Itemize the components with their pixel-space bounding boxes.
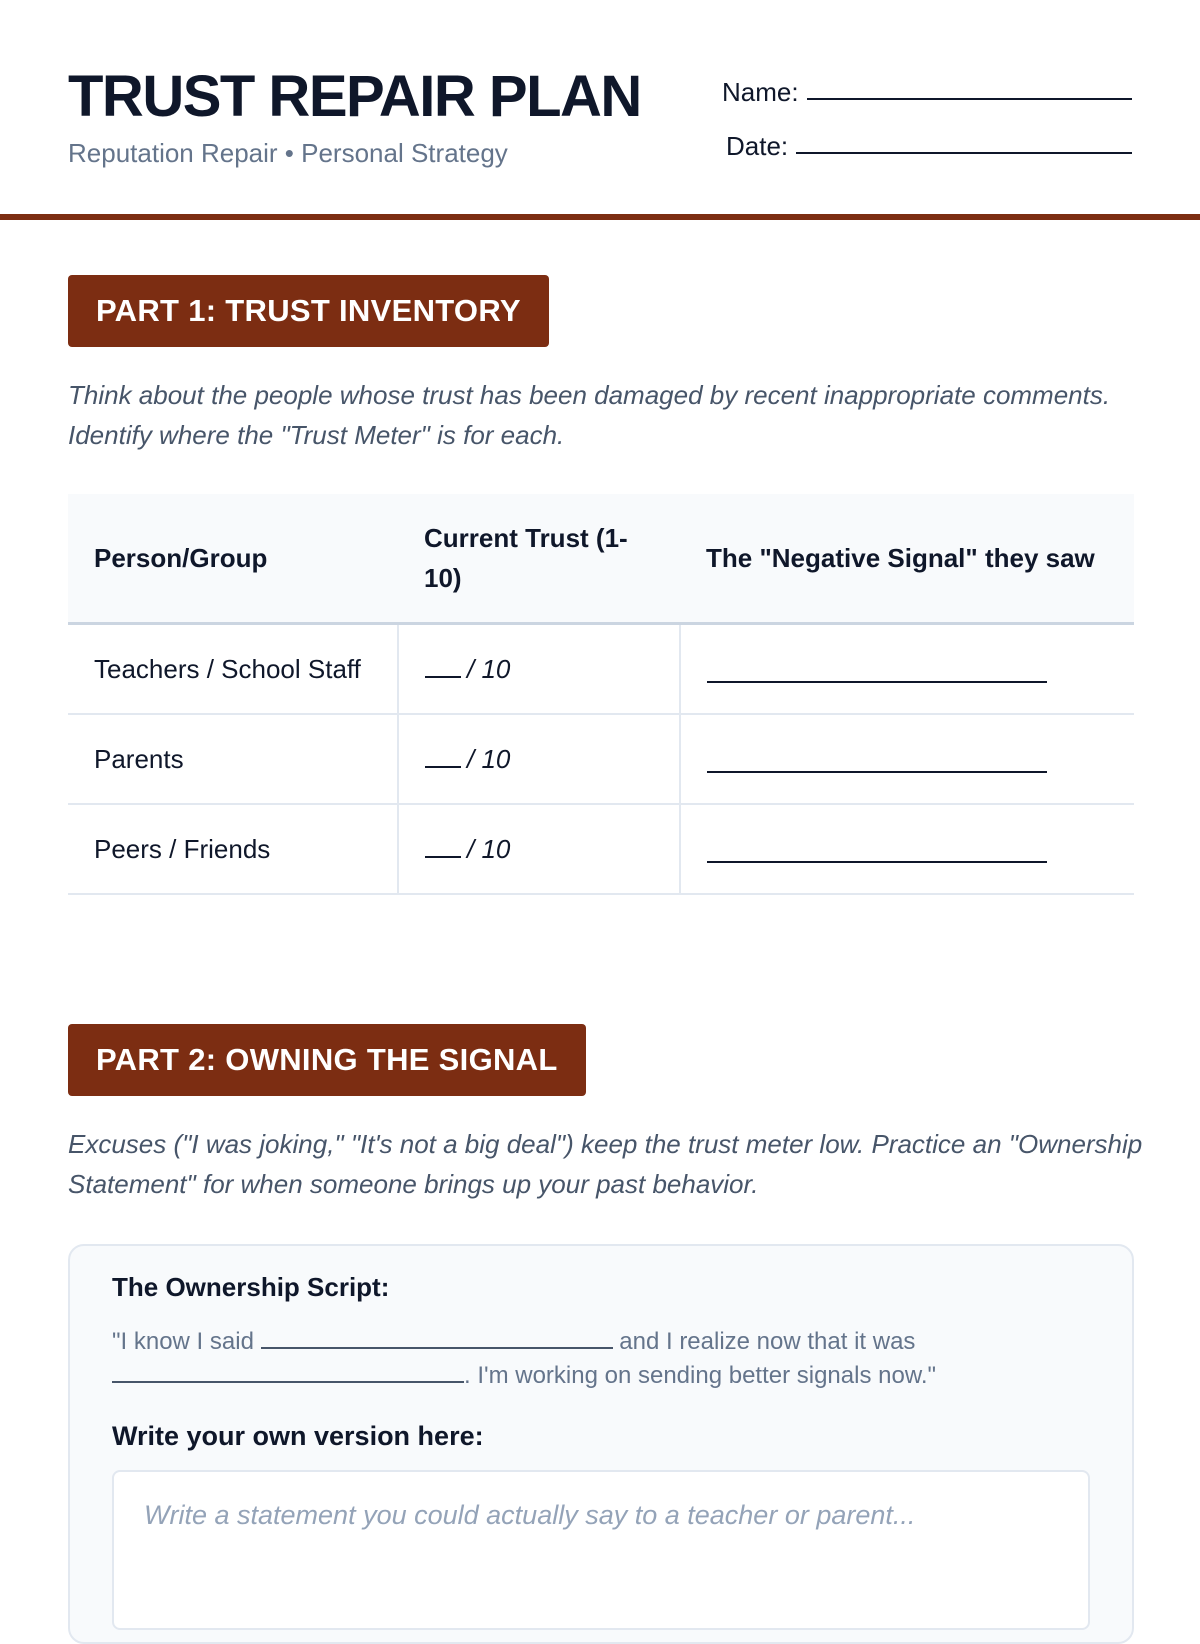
date-row xyxy=(722,122,1132,162)
name-row xyxy=(722,68,1132,108)
script-part1: "I know I said xyxy=(112,1328,254,1355)
header-divider xyxy=(0,214,1200,220)
part2-heading: PART 2: OWNING THE SIGNAL xyxy=(68,1024,586,1096)
trust-score-cell[interactable] xyxy=(398,714,680,804)
person-cell: Peers / Friends xyxy=(68,804,398,894)
signal-blank[interactable] xyxy=(707,839,1047,863)
page-subtitle: Reputation Repair • Personal Strategy xyxy=(68,138,508,168)
part2-instructions: Excuses ("I was joking," "It's not a big deal") keep the trust meter low. Practice an "Ownership Statement" for when someone brings up your past behavior. xyxy=(68,1129,1143,1199)
table-row xyxy=(68,714,1134,804)
trust-inventory-table xyxy=(68,494,1134,895)
table-row xyxy=(68,624,1134,715)
person-cell: Teachers / School Staff xyxy=(68,624,398,715)
column-header-trust: Current Trust (1-10) xyxy=(398,494,680,624)
table-row xyxy=(68,804,1134,894)
trust-score-cell[interactable] xyxy=(398,624,680,715)
date-blank[interactable] xyxy=(796,152,1132,154)
signal-blank[interactable] xyxy=(707,659,1047,683)
script-template xyxy=(112,1325,1090,1393)
worksheet-header xyxy=(68,0,1132,220)
script-heading: The Ownership Script: xyxy=(112,1272,390,1302)
score-suffix: / 10 xyxy=(467,744,511,774)
name-blank[interactable] xyxy=(807,98,1132,100)
name-date-fields xyxy=(722,68,1132,176)
script-part3: . I'm working on sending better signals now." xyxy=(464,1362,937,1389)
own-version-heading: Write your own version here: xyxy=(112,1421,484,1451)
signal-blank[interactable] xyxy=(707,749,1047,773)
table-header-row xyxy=(68,494,1134,624)
script-blank-realize[interactable] xyxy=(112,1359,464,1383)
signal-cell[interactable] xyxy=(680,804,1134,894)
script-blank-said[interactable] xyxy=(261,1325,613,1349)
score-blank[interactable] xyxy=(425,748,461,768)
date-label: Date: xyxy=(726,131,789,161)
page-title: TRUST REPAIR PLAN xyxy=(68,64,641,129)
name-label: Name: xyxy=(722,77,799,107)
score-blank[interactable] xyxy=(425,658,461,678)
part1-heading: PART 1: TRUST INVENTORY xyxy=(68,275,549,347)
signal-cell[interactable] xyxy=(680,624,1134,715)
score-suffix: / 10 xyxy=(467,834,511,864)
person-cell: Parents xyxy=(68,714,398,804)
column-header-signal: The "Negative Signal" they saw xyxy=(680,494,1134,624)
signal-cell[interactable] xyxy=(680,714,1134,804)
score-suffix: / 10 xyxy=(467,654,511,684)
trust-score-cell[interactable] xyxy=(398,804,680,894)
score-blank[interactable] xyxy=(425,838,461,858)
own-version-textarea[interactable] xyxy=(112,1470,1090,1630)
ownership-script-box xyxy=(68,1244,1134,1644)
part1-instructions: Think about the people whose trust has been damaged by recent inappropriate comments. Identify where the "Trust Meter" is for each. xyxy=(68,380,1111,450)
script-part2: and I realize now that it was xyxy=(619,1328,916,1355)
column-header-person: Person/Group xyxy=(68,494,398,624)
